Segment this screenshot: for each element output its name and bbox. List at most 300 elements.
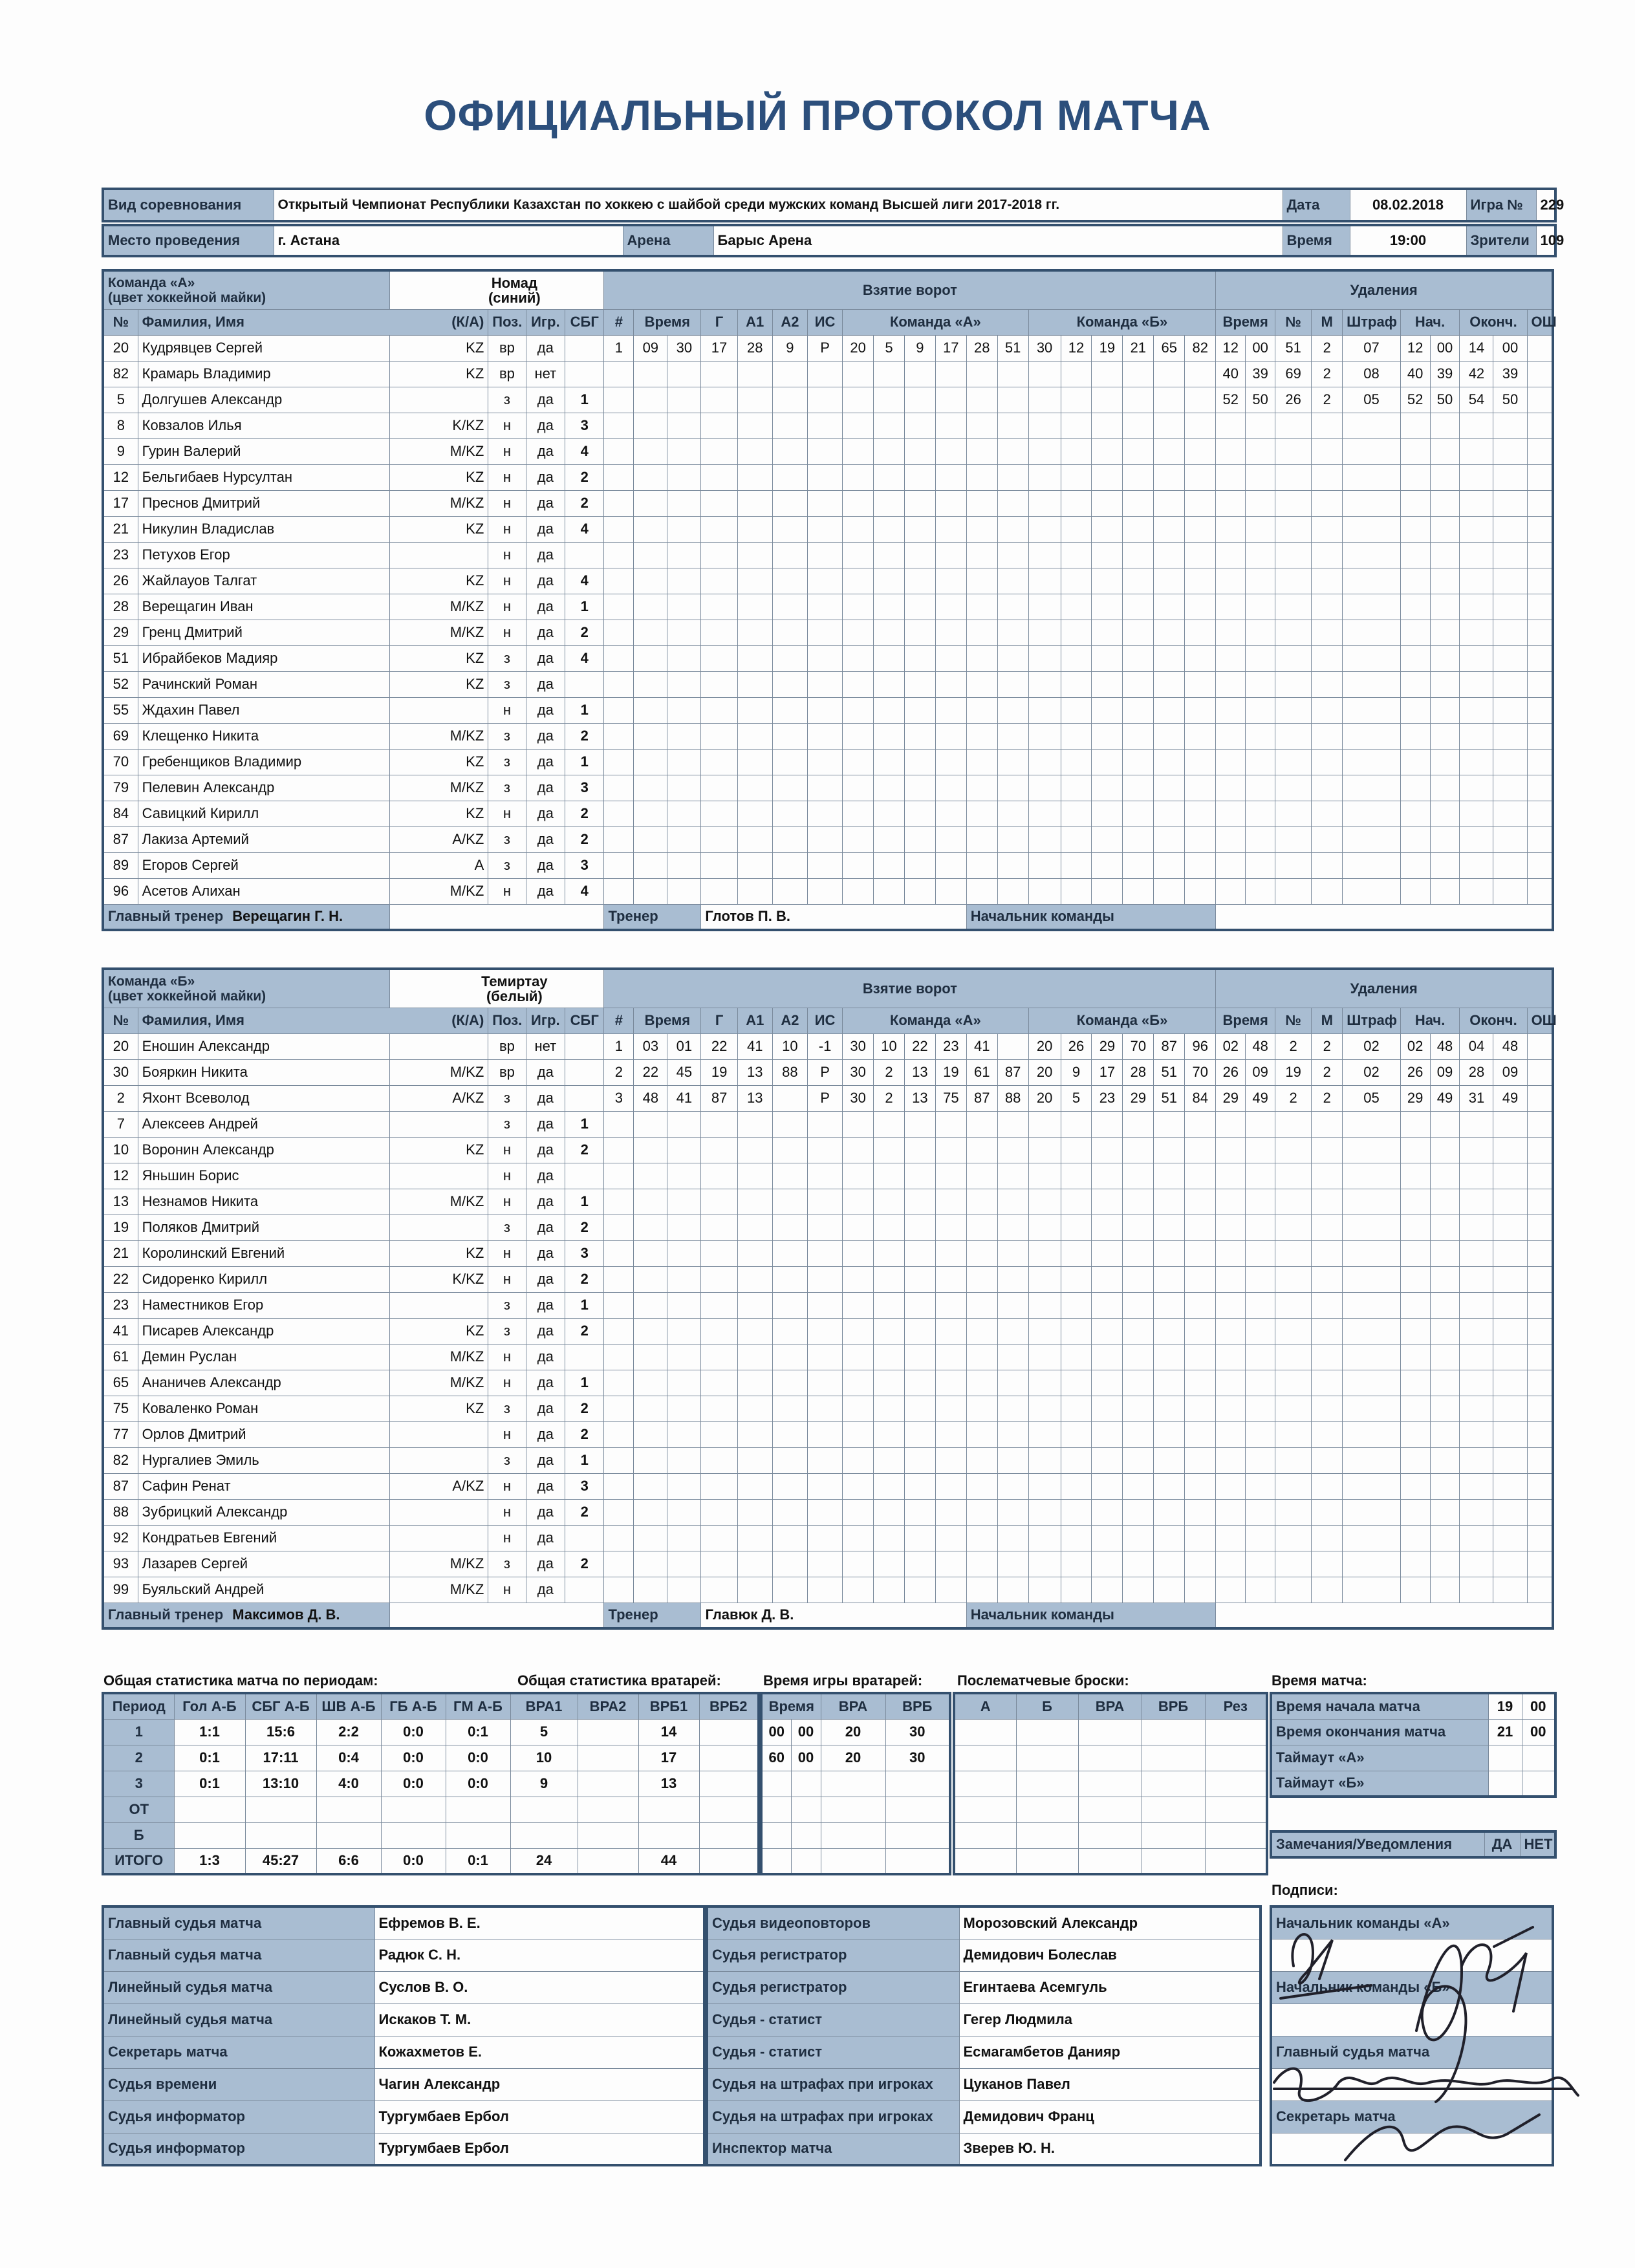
period-value — [316, 1822, 381, 1848]
penalty-cell-empty — [1343, 878, 1401, 904]
official-role: Судья - статист — [707, 2036, 959, 2068]
player-number: 20 — [103, 1033, 138, 1059]
goal-cell-empty — [1061, 878, 1092, 904]
penalty-cell-empty — [1493, 1370, 1527, 1396]
player-row — [103, 1033, 1553, 1059]
player-number: 82 — [103, 1447, 138, 1473]
goal-cell-empty — [807, 749, 842, 775]
goal-cell-empty — [634, 1447, 667, 1473]
goal-cell-empty — [1123, 878, 1154, 904]
goal-cell-empty — [1185, 387, 1216, 413]
team-label — [103, 270, 390, 309]
penalty-minute: 40 — [1216, 361, 1246, 387]
period-header: ВРА2 — [578, 1693, 638, 1719]
goal-cell-empty — [1185, 361, 1216, 387]
goal-cell-empty — [874, 801, 905, 826]
goal-cell-empty — [904, 1111, 935, 1137]
on-ice-a-player: 5 — [874, 335, 905, 361]
head-coach-label — [103, 904, 390, 930]
goal-cell-empty — [874, 1447, 905, 1473]
col-pen-code: Штраф — [1343, 1008, 1401, 1033]
penalty-cell-empty — [1216, 1137, 1246, 1163]
col-name-header — [138, 309, 488, 335]
player-status — [390, 1525, 488, 1551]
player-sbg: 1 — [565, 1111, 604, 1137]
on-ice-a-player: 19 — [935, 1059, 966, 1085]
period-value — [638, 1797, 699, 1822]
penalty-cell-empty — [1216, 1344, 1246, 1370]
goal-number: 3 — [604, 1085, 634, 1111]
player-row — [103, 723, 1553, 749]
penalty-cell-empty — [1246, 1370, 1275, 1396]
goal-cell-empty — [997, 438, 1028, 464]
shootout-cell — [1142, 1797, 1205, 1822]
official-row — [103, 2068, 704, 2101]
goal-cell-empty — [843, 516, 874, 542]
goal-cell-empty — [935, 1111, 966, 1137]
player-played: да — [526, 749, 565, 775]
goal-cell-empty — [997, 671, 1028, 697]
player-status: M/KZ — [390, 1551, 488, 1577]
goal-cell-empty — [997, 594, 1028, 620]
remarks-label: Замечания/Уведомления — [1271, 1831, 1484, 1857]
official-name: Егинтаева Асемгуль — [959, 1971, 1261, 2003]
penalty-cell-empty — [1493, 645, 1527, 671]
goal-cell-empty — [1092, 620, 1123, 645]
penalty-cell-empty — [1460, 516, 1493, 542]
goal-cell-empty — [667, 826, 701, 852]
goal-cell-empty — [1185, 749, 1216, 775]
penalty-cell-empty — [1216, 775, 1246, 801]
penalty-cell-empty — [1246, 1189, 1275, 1215]
penalty-cell-empty — [1216, 568, 1246, 594]
goal-cell-empty — [807, 490, 842, 516]
goal-cell-empty — [874, 464, 905, 490]
goal-cell-empty — [808, 1344, 843, 1370]
goal-cell-empty — [1028, 387, 1061, 413]
penalty-cell-empty — [1527, 697, 1553, 723]
signature-label: Главный судья матча — [1271, 2036, 1553, 2068]
penalty-cell-empty — [1312, 594, 1343, 620]
goal-cell-empty — [604, 438, 634, 464]
goal-cell-empty — [604, 1318, 634, 1344]
player-name: Бояркин Никита — [138, 1059, 390, 1085]
penalty-cell-empty — [1343, 1111, 1401, 1137]
player-position: з — [488, 852, 526, 878]
goal-cell-empty — [843, 723, 874, 749]
penalty-cell-empty — [1312, 413, 1343, 438]
officials-right-table — [706, 1905, 1262, 2166]
period-value — [578, 1771, 638, 1797]
on-ice-a-player: 10 — [874, 1033, 905, 1059]
penalty-cell-empty — [1430, 878, 1460, 904]
player-status: KZ — [390, 801, 488, 826]
player-name: Яхонт Всеволод — [138, 1085, 390, 1111]
goal-cell-empty — [701, 516, 737, 542]
period-value: 0:1 — [446, 1719, 510, 1745]
goal-cell-empty — [667, 1137, 701, 1163]
period-name: 3 — [103, 1771, 174, 1797]
goal-cell-empty — [737, 878, 772, 904]
shootout-cell — [1078, 1848, 1142, 1874]
gt-empty — [885, 1797, 950, 1822]
official-row — [707, 2003, 1261, 2036]
goal-cell-empty — [1028, 749, 1061, 775]
penalty-cell-empty — [1400, 1577, 1430, 1603]
period-name: Б — [103, 1822, 174, 1848]
official-name: Чагин Александр — [374, 2068, 704, 2101]
penalty-cell-empty — [1460, 852, 1493, 878]
penalty-cell-empty — [1275, 568, 1312, 594]
player-sbg: 1 — [565, 749, 604, 775]
place-label: Место проведения — [103, 225, 274, 256]
shootout-cell — [1078, 1719, 1142, 1745]
goal-cell-empty — [1154, 1421, 1185, 1447]
player-row — [103, 620, 1553, 645]
player-sbg: 3 — [565, 775, 604, 801]
goal-cell-empty — [1061, 464, 1092, 490]
goal-cell-empty — [772, 464, 807, 490]
goal-cell-empty — [874, 878, 905, 904]
period-header: Гол А-Б — [174, 1693, 245, 1719]
timeout-a-hour — [1488, 1745, 1522, 1771]
player-sbg — [565, 335, 604, 361]
goal-scorer: 22 — [701, 1033, 737, 1059]
goal-cell-empty — [1092, 1266, 1123, 1292]
goal-cell-empty — [1123, 542, 1154, 568]
goal-cell-empty — [966, 413, 997, 438]
on-ice-a-player: 30 — [843, 1059, 874, 1085]
penalty-cell-empty — [1430, 1396, 1460, 1421]
goal-cell-empty — [808, 1551, 843, 1577]
penalty-end-second: 49 — [1493, 1085, 1527, 1111]
team-a-table — [102, 269, 1557, 931]
penalty-cell-empty — [1312, 1473, 1343, 1499]
col-assist2: А2 — [772, 309, 807, 335]
goal-cell-empty — [874, 1473, 905, 1499]
period-value — [699, 1848, 759, 1874]
player-status: KZ — [390, 1137, 488, 1163]
goal-cell-empty — [935, 1525, 966, 1551]
col-pen-minutes: М — [1312, 1008, 1343, 1033]
penalty-cell-empty — [1275, 723, 1312, 749]
gt-header-time: Время — [761, 1693, 821, 1719]
goal-cell-empty — [843, 852, 874, 878]
penalty-cell-empty — [1493, 1396, 1527, 1421]
penalty-cell-empty — [1275, 878, 1312, 904]
goal-cell-empty — [1028, 723, 1061, 749]
player-played: да — [526, 1085, 565, 1111]
team-chief-label: Начальник команды — [966, 904, 1216, 930]
goal-cell-empty — [843, 438, 874, 464]
penalty-cell-empty — [1216, 671, 1246, 697]
penalty-code: 02 — [1343, 1059, 1401, 1085]
col-played: Игр. — [526, 309, 565, 335]
official-row — [707, 2133, 1261, 2165]
penalty-cell-empty — [1343, 1499, 1401, 1525]
player-name: Нургалиев Эмиль — [138, 1447, 390, 1473]
goal-cell-empty — [737, 568, 772, 594]
period-value — [578, 1822, 638, 1848]
goal-cell-empty — [874, 1525, 905, 1551]
goal-cell-empty — [1123, 1266, 1154, 1292]
player-sbg: 4 — [565, 878, 604, 904]
goal-cell-empty — [1092, 1137, 1123, 1163]
penalty-cell-empty — [1460, 1551, 1493, 1577]
gt-header-b: ВРБ — [885, 1693, 950, 1719]
penalty-cell-empty — [1246, 775, 1275, 801]
goal-cell-empty — [935, 697, 966, 723]
goal-cell-empty — [667, 1577, 701, 1603]
goal-cell-empty — [843, 775, 874, 801]
goal-cell-empty — [1123, 490, 1154, 516]
match-start-minute: 00 — [1522, 1693, 1555, 1719]
goal-cell-empty — [1123, 620, 1154, 645]
penalty-cell-empty — [1527, 438, 1553, 464]
goal-cell-empty — [667, 852, 701, 878]
player-number: 51 — [103, 645, 138, 671]
col-goal-situation: ИС — [808, 1008, 843, 1033]
goal-cell-empty — [1028, 671, 1061, 697]
match-header-table — [102, 188, 1565, 222]
goal-cell-empty — [1154, 516, 1185, 542]
player-position: н — [488, 490, 526, 516]
period-header: ВРБ1 — [638, 1693, 699, 1719]
shootout-cell — [1205, 1745, 1267, 1771]
player-played: да — [526, 1344, 565, 1370]
goal-cell-empty — [1061, 490, 1092, 516]
player-name: Долгушев Александр — [138, 387, 390, 413]
goal-cell-empty — [1185, 516, 1216, 542]
gt-empty — [821, 1848, 885, 1874]
gt-value: 00 — [791, 1719, 821, 1745]
player-position: з — [488, 749, 526, 775]
goal-cell-empty — [1154, 1163, 1185, 1189]
penalty-cell-empty — [1430, 801, 1460, 826]
period-value — [316, 1797, 381, 1822]
gt-row — [761, 1771, 950, 1797]
team-name-cell — [390, 270, 604, 309]
goal-cell-empty — [935, 1215, 966, 1240]
player-position: н — [488, 1163, 526, 1189]
goal-cell-empty — [667, 568, 701, 594]
goal-cell-empty — [935, 542, 966, 568]
goal-cell-empty — [935, 438, 966, 464]
penalty-cell-empty — [1460, 594, 1493, 620]
goal-cell-empty — [1061, 620, 1092, 645]
penalty-cell-empty — [1527, 516, 1553, 542]
goal-cell-empty — [604, 1111, 634, 1137]
player-sbg: 2 — [565, 490, 604, 516]
penalty-cell-empty — [1275, 438, 1312, 464]
goal-cell-empty — [1123, 1163, 1154, 1189]
goal-cell-empty — [874, 1551, 905, 1577]
signature-field — [1271, 2003, 1553, 2036]
player-number: 93 — [103, 1551, 138, 1577]
player-name: Зубрицкий Александр — [138, 1499, 390, 1525]
goal-cell-empty — [772, 801, 807, 826]
goal-cell-empty — [701, 723, 737, 749]
official-name: Морозовский Александр — [959, 1906, 1261, 1939]
period-value — [174, 1797, 245, 1822]
player-sbg: 2 — [565, 1421, 604, 1447]
penalty-end-minute: 14 — [1460, 335, 1493, 361]
player-played: да — [526, 1292, 565, 1318]
goal-cell-empty — [737, 1421, 772, 1447]
goal-cell-empty — [701, 1137, 737, 1163]
goal-cell-empty — [604, 671, 634, 697]
goal-cell-empty — [604, 1499, 634, 1525]
player-number: 70 — [103, 749, 138, 775]
player-row — [103, 568, 1553, 594]
penalty-cell-empty — [1460, 1292, 1493, 1318]
goal-cell-empty — [667, 1551, 701, 1577]
goal-cell-empty — [604, 1137, 634, 1163]
gt-value: 60 — [761, 1745, 791, 1771]
goal-cell-empty — [935, 1266, 966, 1292]
goal-cell-empty — [604, 542, 634, 568]
penalty-cell-empty — [1527, 1577, 1553, 1603]
goal-cell-empty — [1028, 1396, 1061, 1421]
goal-cell-empty — [1061, 1189, 1092, 1215]
shootout-cell — [1016, 1797, 1078, 1822]
penalty-cell-empty — [1493, 878, 1527, 904]
player-position: н — [488, 464, 526, 490]
penalty-cell-empty — [1493, 1111, 1527, 1137]
official-name: Тургумбаев Ербол — [374, 2101, 704, 2133]
goal-cell-empty — [772, 1318, 807, 1344]
period-value — [699, 1797, 759, 1822]
penalty-cell-empty — [1246, 620, 1275, 645]
goal-cell-empty — [874, 1577, 905, 1603]
penalty-cell-empty — [1312, 1189, 1343, 1215]
goal-cell-empty — [772, 568, 807, 594]
player-number: 23 — [103, 1292, 138, 1318]
goal-cell-empty — [1028, 775, 1061, 801]
goal-cell-empty — [667, 490, 701, 516]
goal-cell-empty — [1123, 361, 1154, 387]
goal-cell-empty — [1154, 1240, 1185, 1266]
penalty-cell-empty — [1460, 1215, 1493, 1240]
player-status: A/KZ — [390, 1085, 488, 1111]
penalty-osh — [1527, 361, 1553, 387]
goal-cell-empty — [1092, 723, 1123, 749]
official-role: Инспектор матча — [707, 2133, 959, 2165]
penalty-cell-empty — [1460, 413, 1493, 438]
goal-cell-empty — [1185, 438, 1216, 464]
penalty-cell-empty — [1430, 749, 1460, 775]
official-role: Судья времени — [103, 2068, 374, 2101]
goal-cell-empty — [604, 1240, 634, 1266]
penalty-cell-empty — [1312, 542, 1343, 568]
goal-cell-empty — [966, 1137, 997, 1163]
player-position: н — [488, 1189, 526, 1215]
player-name: Верещагин Иван — [138, 594, 390, 620]
period-row — [103, 1719, 759, 1745]
shootout-header: ВРА — [1078, 1693, 1142, 1719]
period-value: 2:2 — [316, 1719, 381, 1745]
official-role: Судья информатор — [103, 2101, 374, 2133]
goal-cell-empty — [1028, 1577, 1061, 1603]
goal-cell-empty — [667, 1499, 701, 1525]
col-name: Фамилия, Имя — [142, 1012, 244, 1028]
col-goal-time: Время — [634, 309, 701, 335]
team-color: (синий) — [488, 289, 541, 306]
goal-cell-empty — [772, 697, 807, 723]
shootout-cell — [1016, 1719, 1078, 1745]
player-name: Буяльский Андрей — [138, 1577, 390, 1603]
signature-field — [1271, 2068, 1553, 2101]
penalty-osh — [1527, 1059, 1553, 1085]
on-ice-b-player: 70 — [1185, 1059, 1216, 1085]
penalty-cell-empty — [1246, 1215, 1275, 1240]
player-row — [103, 801, 1553, 826]
col-pen-end: Оконч. — [1460, 1008, 1527, 1033]
match-end-minute: 00 — [1522, 1719, 1555, 1745]
penalty-cell-empty — [1343, 645, 1401, 671]
goal-cell-empty — [1154, 413, 1185, 438]
goal-cell-empty — [634, 438, 667, 464]
penalty-cell-empty — [1216, 1163, 1246, 1189]
goal-cell-empty — [1092, 1215, 1123, 1240]
goal-cell-empty — [808, 1163, 843, 1189]
goal-cell-empty — [772, 1215, 807, 1240]
goal-cell-empty — [667, 413, 701, 438]
penalty-cell-empty — [1400, 852, 1430, 878]
goal-cell-empty — [1028, 361, 1061, 387]
penalty-cell-empty — [1430, 1111, 1460, 1137]
period-value: 0:0 — [381, 1745, 446, 1771]
penalty-cell-empty — [1460, 697, 1493, 723]
goal-cell-empty — [772, 438, 807, 464]
goal-cell-empty — [1092, 1577, 1123, 1603]
goal-cell-empty — [1092, 1344, 1123, 1370]
goal-cell-empty — [966, 1525, 997, 1551]
player-sbg — [565, 1033, 604, 1059]
goal-cell-empty — [997, 413, 1028, 438]
penalty-cell-empty — [1527, 775, 1553, 801]
penalty-cell-empty — [1343, 697, 1401, 723]
penalty-cell-empty — [1312, 1163, 1343, 1189]
goal-cell-empty — [1185, 1163, 1216, 1189]
goal-cell-empty — [737, 542, 772, 568]
goal-cell-empty — [935, 413, 966, 438]
goal-cell-empty — [737, 620, 772, 645]
goal-cell-empty — [966, 594, 997, 620]
penalty-end-minute: 42 — [1460, 361, 1493, 387]
goal-cell-empty — [1061, 1396, 1092, 1421]
penalty-cell-empty — [1460, 438, 1493, 464]
goal-cell-empty — [904, 1499, 935, 1525]
player-row — [103, 1447, 1553, 1473]
player-row — [103, 1189, 1553, 1215]
penalty-cell-empty — [1275, 1318, 1312, 1344]
goal-cell-empty — [1061, 1473, 1092, 1499]
goal-cell-empty — [874, 775, 905, 801]
goal-cell-empty — [1154, 749, 1185, 775]
penalty-cell-empty — [1343, 775, 1401, 801]
col-goal-time: Время — [634, 1008, 701, 1033]
player-name: Демин Руслан — [138, 1344, 390, 1370]
penalty-cell-empty — [1430, 568, 1460, 594]
on-ice-a-player: 13 — [904, 1059, 935, 1085]
penalty-cell-empty — [1400, 1189, 1430, 1215]
period-name: 2 — [103, 1745, 174, 1771]
goal-cell-empty — [997, 387, 1028, 413]
player-number: 19 — [103, 1215, 138, 1240]
goal-number: 1 — [604, 1033, 634, 1059]
player-sbg: 4 — [565, 438, 604, 464]
